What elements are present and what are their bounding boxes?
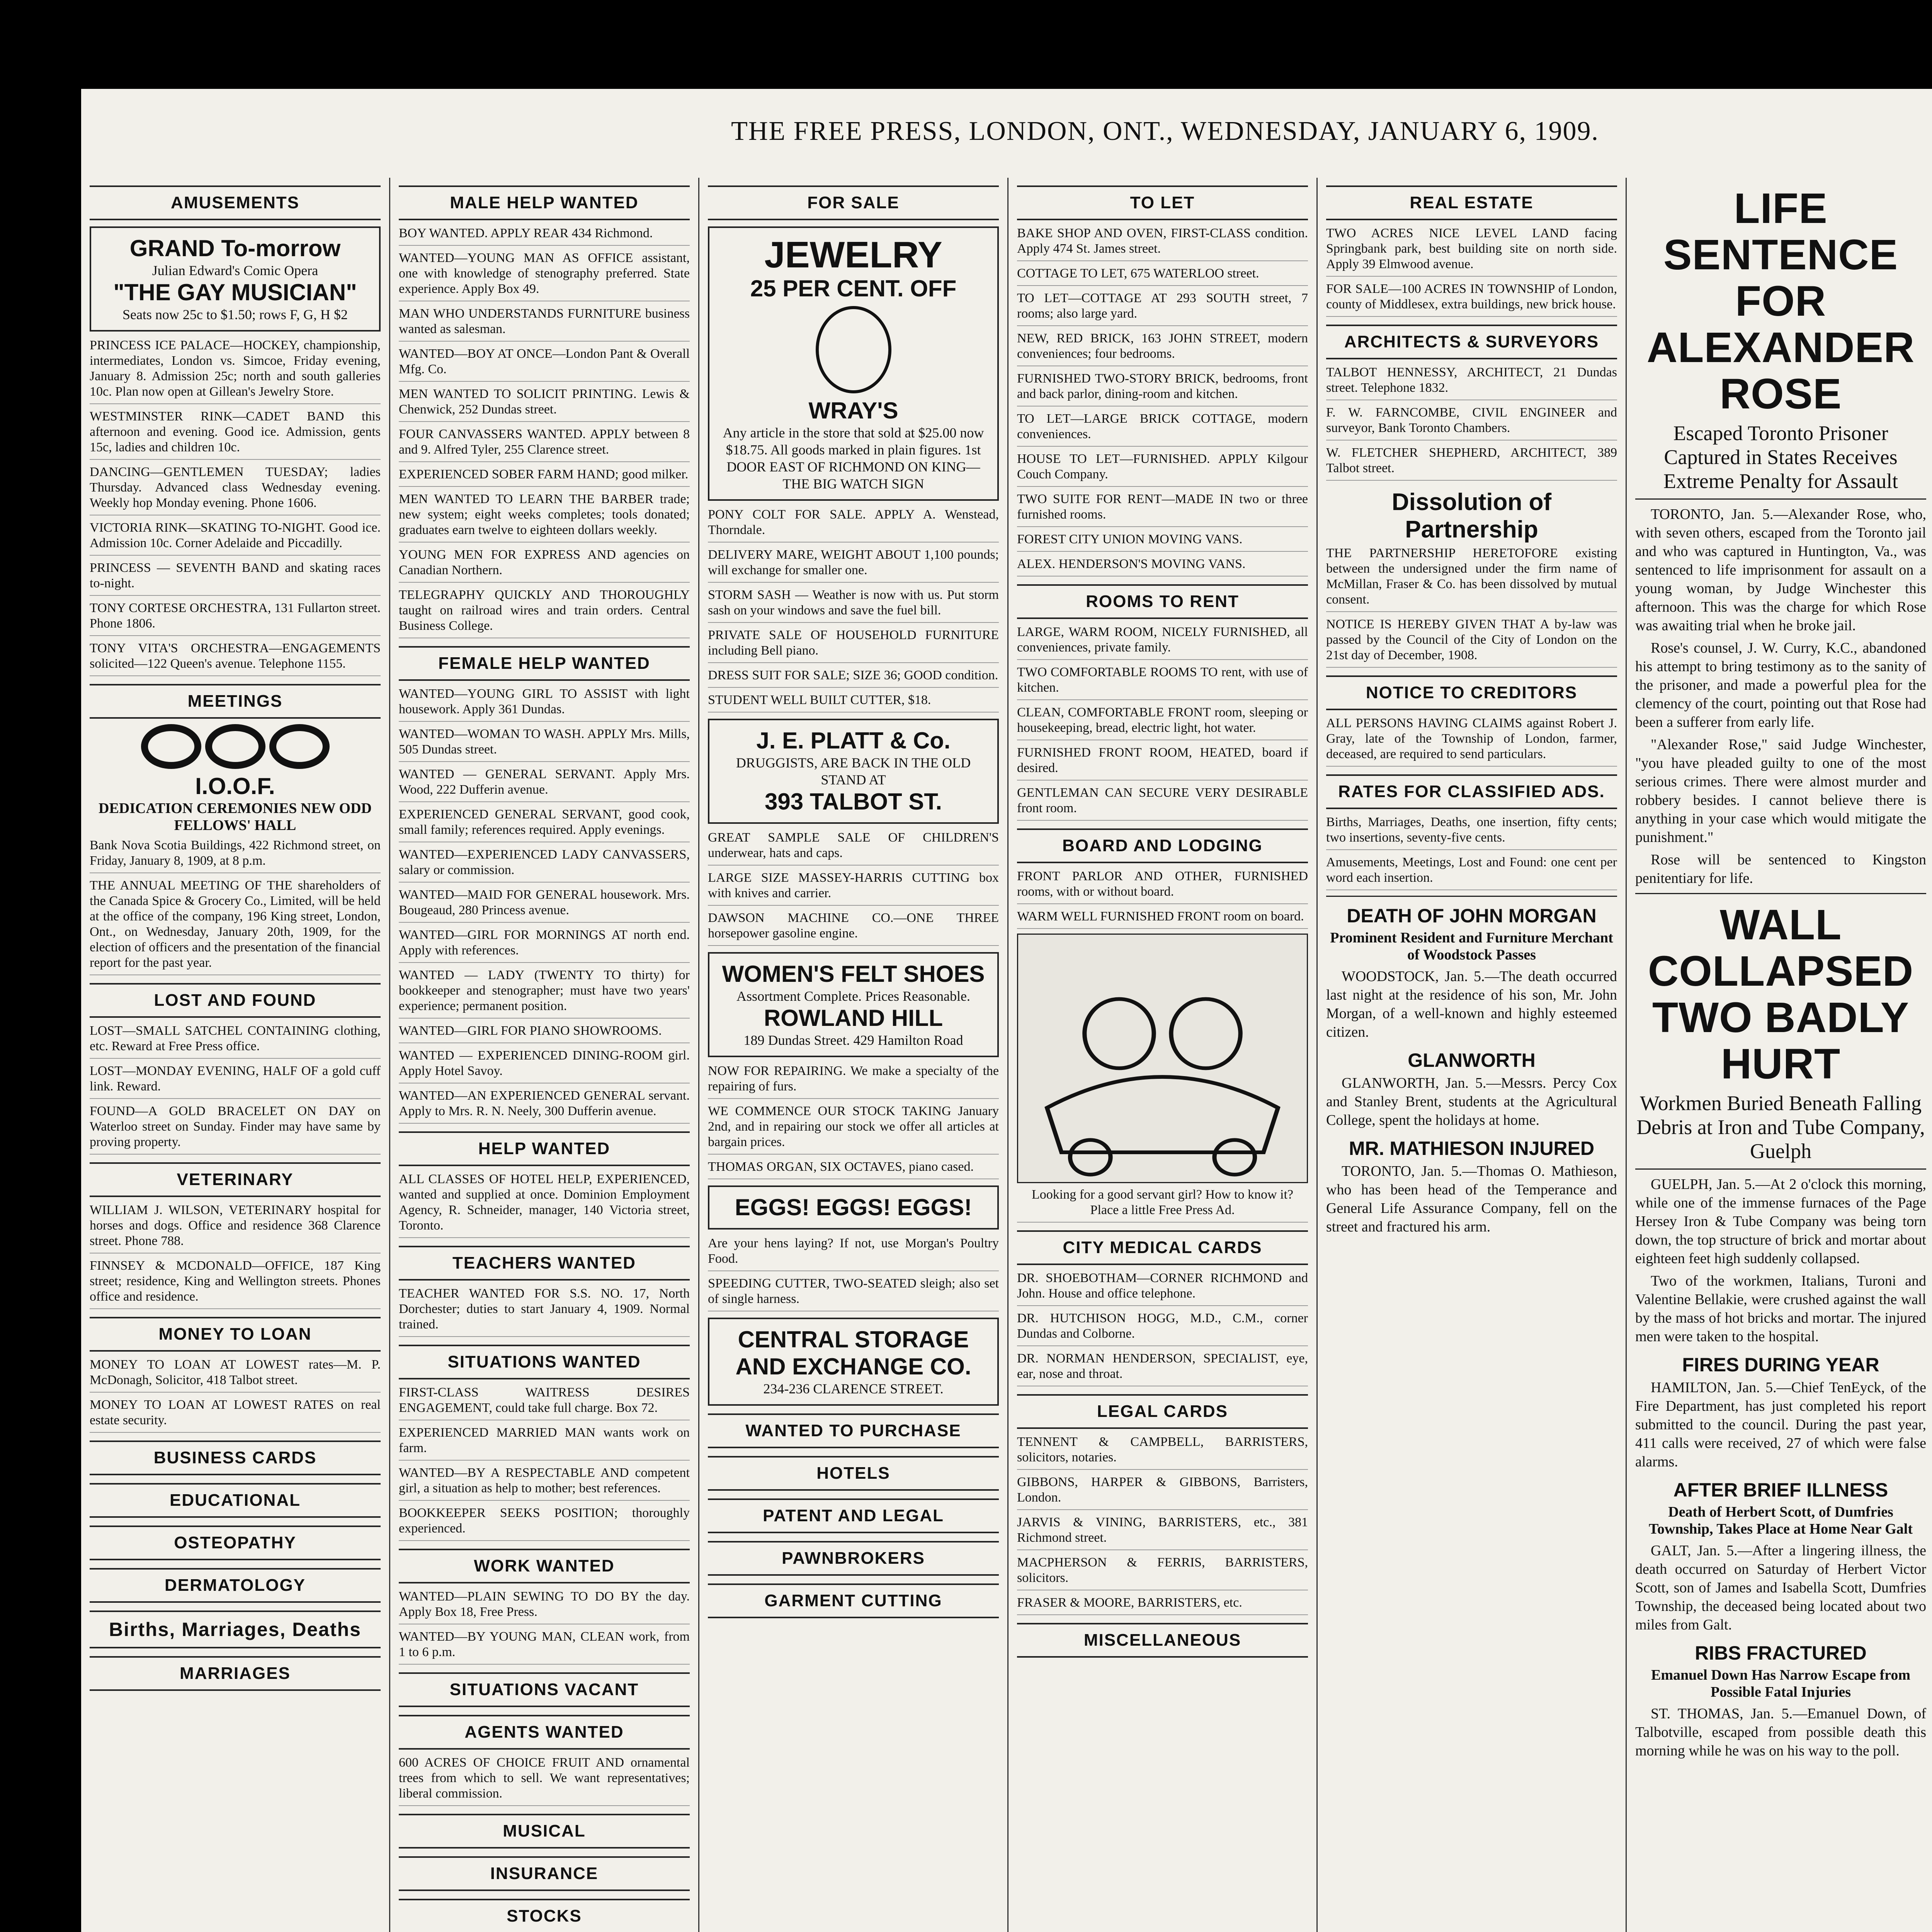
for-sale-list-2 [708, 830, 999, 946]
glanworth-headline: GLANWORTH [1408, 1049, 1536, 1071]
classified-item: FINNSEY & MCDONALD—OFFICE, 187 King street; residence, King and Wellington streets. Phones office and residence. [90, 1258, 381, 1309]
section-for-sale: FOR SALE [708, 185, 999, 220]
classified-item: BOOKKEEPER SEEKS POSITION; thoroughly experienced. [399, 1505, 690, 1541]
section-educational: EDUCATIONAL [90, 1483, 381, 1518]
classified-item: WANTED—GIRL FOR PIANO SHOWROOMS. [399, 1023, 690, 1043]
classified-item: TWO SUITE FOR RENT—MADE IN two or three furnished rooms. [1017, 492, 1308, 527]
board-list [1017, 869, 1308, 929]
classified-item: FOUR CANVASSERS WANTED. APPLY between 8 and 9. Alfred Tyler, 255 Clarence street. [399, 427, 690, 462]
classified-item: BAKE SHOP AND OVEN, FIRST-CLASS condition. Apply 474 St. James street. [1017, 226, 1308, 261]
classified-item: TEACHER WANTED FOR S.S. NO. 17, North Dorchester; duties to start January 4, 1909. Normal trained. [399, 1286, 690, 1337]
classified-item: WANTED—YOUNG GIRL TO ASSIST with light housework. Apply 361 Dundas. [399, 686, 690, 722]
ribs-headline: RIBS FRACTURED [1695, 1642, 1867, 1664]
illness-subhead: Death of Herbert Scott, of Dumfries Township, Takes Place at Home Near Galt [1649, 1504, 1913, 1537]
meetings-list [90, 838, 381, 975]
classified-item: LARGE, WARM ROOM, NICELY FURNISHED, all conveniences, private family. [1017, 624, 1308, 660]
ioof-title: I.O.O.F. [195, 773, 275, 799]
storage-ad [708, 1318, 999, 1406]
section-veterinary: VETERINARY [90, 1162, 381, 1197]
eggs-ad: EGGS! EGGS! EGGS! [708, 1185, 999, 1230]
classified-item: TO LET—COTTAGE AT 293 SOUTH street, 7 rooms; also large yard. [1017, 291, 1308, 326]
section-insurance: INSURANCE [399, 1856, 690, 1891]
morgan-headline: DEATH OF JOHN MORGAN [1347, 905, 1597, 927]
story-paragraph: Rose's counsel, J. W. Curry, K.C., abandoned his attempt to bring testimony as to the sanity of the prisoner, and made a powerful plea for the clemency of the court, pointing out that Rose had been a sufferer from early life. [1635, 640, 1926, 730]
grand-ad-line2: Julian Edward's Comic Opera [152, 263, 318, 278]
classified-item: FRONT PARLOR AND OTHER, FURNISHED rooms, with or without board. [1017, 869, 1308, 904]
classified-item: DELIVERY MARE, WEIGHT ABOUT 1,100 pounds; will exchange for smaller one. [708, 547, 999, 583]
section-money: MONEY TO LOAN [90, 1317, 381, 1352]
for-sale-list-3 [708, 1063, 999, 1179]
wall-headline: WALL COLLAPSED TWO BADLY HURT [1648, 901, 1914, 1088]
classified-item: JARVIS & VINING, BARRISTERS, etc., 381 Richmond street. [1017, 1515, 1308, 1550]
dissolution-heading: Dissolution of Partnership [1391, 489, 1552, 543]
classified-item: BOY WANTED. APPLY REAR 434 Richmond. [399, 226, 690, 246]
wall-story [1635, 1175, 1926, 1346]
female-help-list [399, 686, 690, 1124]
pocket-watch-icon [816, 306, 891, 393]
classified-item: TALBOT HENNESSY, ARCHITECT, 21 Dundas street. Telephone 1832. [1326, 365, 1617, 400]
platt-address: 393 TALBOT ST. [765, 789, 942, 815]
classified-item: Amusements, Meetings, Lost and Found: one cent per word each insertion. [1326, 855, 1617, 890]
classified-item: F. W. FARNCOMBE, CIVIL ENGINEER and surveyor, Bank Toronto Chambers. [1326, 405, 1617, 440]
felt-ad-line4: 189 Dundas Street. 429 Hamilton Road [743, 1032, 963, 1048]
classified-item: DR. NORMAN HENDERSON, SPECIALIST, eye, ear, nose and throat. [1017, 1351, 1308, 1386]
notices-list [1326, 546, 1617, 668]
story-paragraph: GUELPH, Jan. 5.—At 2 o'clock this morning, while one of the immense furnaces of the Page Hersey Iron & Tube Company was being torn down, the top structure of brick and mortar about eighteen feet high suddenly collapsed. [1635, 1176, 1926, 1267]
illustration-caption: Looking for a good servant girl? How to know it? Place a little Free Press Ad. [1017, 1187, 1308, 1223]
masthead [81, 89, 1932, 174]
section-work: WORK WANTED [399, 1549, 690, 1583]
classified-item: WESTMINSTER RINK—CADET BAND this afternoon and evening. Good ice. Admission, gents 15c, ladies and children 10c. [90, 409, 381, 460]
classified-item: MONEY TO LOAN AT LOWEST rates—M. P. McDonagh, Solicitor, 418 Talbot street. [90, 1357, 381, 1393]
section-male-help: MALE HELP WANTED [399, 185, 690, 220]
classified-item: PRIVATE SALE OF HOUSEHOLD FURNITURE including Bell piano. [708, 628, 999, 663]
classified-item: THE PARTNERSHIP HERETOFORE existing between the undersigned under the firm name of McMillan, Fraser & Co. has been dissolved by mutual consent. [1326, 546, 1617, 612]
classified-item: 600 ACRES OF CHOICE FRUIT AND ornamental trees from which to sell. We want representatives; liberal commission. [399, 1755, 690, 1806]
classified-item: TWO ACRES NICE LEVEL LAND facing Springbank park, best building site on north side. Apply 39 Elmwood avenue. [1326, 226, 1617, 277]
section-hotels: HOTELS [708, 1456, 999, 1491]
servant-girl-illustration [1017, 934, 1308, 1183]
wall-deck: Workmen Buried Beneath Falling Debris at Iron and Tube Company, Guelph [1636, 1092, 1925, 1163]
grand-ad-seats: Seats now 25c to $1.50; rows F, G, H $2 [122, 307, 348, 322]
classified-item: ALL CLASSES OF HOTEL HELP, EXPERIENCED, wanted and supplied at once. Dominion Employment Agency, R. Schneider, manager, 140 Victoria street, Toronto. [399, 1172, 690, 1238]
classified-item: MONEY TO LOAN AT LOWEST RATES on real estate security. [90, 1397, 381, 1433]
classified-item: DRESS SUIT FOR SALE; SIZE 36; GOOD condition. [708, 668, 999, 688]
odd-fellows-rings-icon [90, 724, 381, 769]
story-paragraph: TORONTO, Jan. 5.—Alexander Rose, who, with seven others, escaped from the Toronto jail and who was captured in Huntington, Va., was sentenced to life imprisonment for assault on a young woman, by Judge Winchester this afternoon. This was the charge for which Rose was awaiting trial when he broke jail. [1635, 506, 1926, 634]
to-let-list [1017, 226, 1308, 577]
morgan-subhead: Prominent Resident and Furniture Merchant of Woodstock Passes [1330, 930, 1613, 963]
fires-body: HAMILTON, Jan. 5.—Chief TenEyck, of the Fire Department, has just completed his report submitted to the council. During the past year, 411 calls were received, 27 of which were false alarms. [1635, 1379, 1926, 1470]
glanworth-body: GLANWORTH, Jan. 5.—Messrs. Percy Cox and Stanley Brent, students at the Agricultural College, spent the holidays at home. [1326, 1075, 1617, 1128]
classified-item: Are your hens laying? If not, use Morgan's Poultry Food. [708, 1236, 999, 1271]
classified-item: DAWSON MACHINE CO.—ONE THREE horsepower gasoline engine. [708, 910, 999, 946]
amusements-list [90, 338, 381, 676]
section-misc: MISCELLANEOUS [1017, 1623, 1308, 1658]
classified-item: FOREST CITY UNION MOVING VANS. [1017, 532, 1308, 552]
section-creditors: NOTICE TO CREDITORS [1326, 675, 1617, 710]
section-medical: CITY MEDICAL CARDS [1017, 1230, 1308, 1265]
real-estate-list [1326, 226, 1617, 317]
classified-item: NOW FOR REPAIRING. We make a specialty of the repairing of furs. [708, 1063, 999, 1099]
jewelry-ad-brand: WRAY'S [808, 398, 898, 423]
classified-item: LARGE SIZE MASSEY-HARRIS CUTTING box with knives and carrier. [708, 870, 999, 906]
male-help-list [399, 226, 690, 638]
classified-item: GIBBONS, HARPER & GIBBONS, Barristers, London. [1017, 1475, 1308, 1510]
classified-item: WANTED — EXPERIENCED DINING-ROOM girl. Apply Hotel Savoy. [399, 1048, 690, 1083]
classified-item: FURNISHED TWO-STORY BRICK, bedrooms, front and back parlor, dining-room and kitchen. [1017, 371, 1308, 406]
classified-item: FOUND—A GOLD BRACELET ON DAY on Waterloo street on Sunday. Finder may have same by proving property. [90, 1104, 381, 1155]
classified-item: LOST—MONDAY EVENING, HALF OF a gold cuff link. Reward. [90, 1063, 381, 1099]
felt-ad-line3: ROWLAND HILL [764, 1005, 943, 1031]
classified-item: GREAT SAMPLE SALE OF CHILDREN'S underwear, hats and caps. [708, 830, 999, 866]
newspaper-sheet [81, 89, 1932, 1932]
section-marriages: MARRIAGES [90, 1656, 381, 1691]
story-paragraph: Rose will be sentenced to Kingston penitentiary for life. [1635, 852, 1926, 886]
classified-item: WANTED—YOUNG MAN AS OFFICE assistant, one with knowledge of stenography preferred. State experience. Apply Box 49. [399, 250, 690, 301]
rose-headline: LIFE SENTENCE FOR ALEXANDER ROSE [1646, 185, 1915, 418]
platt-sub: DRUGGISTS, ARE BACK IN THE OLD STAND AT [736, 755, 971, 787]
money-list [90, 1357, 381, 1433]
classified-item: WARM WELL FURNISHED FRONT room on board. [1017, 909, 1308, 929]
classified-item: NEW, RED BRICK, 163 JOHN STREET, modern conveniences; four bedrooms. [1017, 331, 1308, 366]
classified-item: CLEAN, COMFORTABLE FRONT room, sleeping or housekeeping, bread, electric light, hot water. [1017, 705, 1308, 740]
classified-item: WANTED — LADY (TWENTY TO thirty) for bookkeeper and stenographer; must have two years' experience; permanent position. [399, 968, 690, 1019]
section-agents: AGENTS WANTED [399, 1715, 690, 1750]
section-osteopathy: OSTEOPATHY [90, 1526, 381, 1560]
mathieson-headline: MR. MATHIESON INJURED [1349, 1138, 1595, 1159]
lost-found-list [90, 1023, 381, 1155]
section-pawnbrokers: PAWNBROKERS [708, 1541, 999, 1576]
car-cartoon-icon [1018, 935, 1307, 1182]
classified-item: TONY VITA'S ORCHESTRA—ENGAGEMENTS solicited—122 Queen's avenue. Telephone 1155. [90, 641, 381, 676]
rooms-list [1017, 624, 1308, 821]
masthead-line: THE FREE PRESS, LONDON, ONT., WEDNESDAY, JANUARY 6, 1909. [731, 116, 1599, 146]
classified-item: EXPERIENCED GENERAL SERVANT, good cook, small family; references required. Apply evenings. [399, 807, 690, 842]
rose-story [1635, 505, 1926, 888]
legal-list [1017, 1434, 1308, 1615]
classified-item: PONY COLT FOR SALE. APPLY A. Wenstead, Thorndale. [708, 507, 999, 543]
classified-item: WANTED—BY A RESPECTABLE AND competent girl, a situation as help to mother; best references. [399, 1465, 690, 1501]
column-5 [1318, 178, 1627, 1932]
classified-item: LOST—SMALL SATCHEL CONTAINING clothing, etc. Reward at Free Press office. [90, 1023, 381, 1059]
section-patent: PATENT AND LEGAL [708, 1498, 999, 1533]
ribs-subhead: Emanuel Down Has Narrow Escape from Possible Fatal Injuries [1651, 1667, 1910, 1700]
classified-item: WANTED—MAID FOR GENERAL housework. Mrs. Bougeaud, 280 Princess avenue. [399, 887, 690, 923]
classified-item: TONY CORTESE ORCHESTRA, 131 Fullarton street. Phone 1806. [90, 600, 381, 636]
grand-theatre-ad [90, 226, 381, 332]
classified-item: TWO COMFORTABLE ROOMS TO rent, with use of kitchen. [1017, 665, 1308, 700]
story-paragraph: Two of the workmen, Italians, Turoni and Valentine Bellakie, were crushed against the wall by the mass of hot bricks and mortar. The injured men were taken to the hospital. [1635, 1273, 1926, 1345]
classified-item: Births, Marriages, Deaths, one insertion, fifty cents; two insertions, seventy-five cents. [1326, 815, 1617, 850]
wrays-jewelry-ad [708, 226, 999, 501]
rates-list [1326, 815, 1617, 890]
ribs-body: ST. THOMAS, Jan. 5.—Emanuel Down, of Talbotville, escaped from possible death this morning while he was on his way to the poll. [1635, 1706, 1926, 1759]
rose-deck: Escaped Toronto Prisoner Captured in States Receives Extreme Penalty for Assault [1663, 422, 1898, 493]
section-lost-found: LOST AND FOUND [90, 983, 381, 1018]
classified-item: TO LET—LARGE BRICK COTTAGE, modern conveniences. [1017, 411, 1308, 447]
classified-item: DANCING—GENTLEMEN TUESDAY; ladies Thursday. Advanced class Wednesday evening. Weekly hop Monday evening. Phone 1606. [90, 464, 381, 515]
section-architects: ARCHITECTS & SURVEYORS [1326, 325, 1617, 359]
section-situations: SITUATIONS WANTED [399, 1345, 690, 1379]
classified-item: VICTORIA RINK—SKATING TO-NIGHT. Good ice. Admission 10c. Corner Adelaide and Piccadilly. [90, 520, 381, 556]
classified-item: WANTED—BOY AT ONCE—London Pant & Overall Mfg. Co. [399, 346, 690, 382]
jewelry-ad-sub: Any article in the store that sold at $25.00 now $18.75. All goods marked in plain figures. 1st DOOR EAST OF RICHMOND ON KING—THE BIG WATCH SIGN [723, 425, 984, 492]
section-musical: MUSICAL [399, 1814, 690, 1849]
section-female-help: FEMALE HELP WANTED [399, 646, 690, 681]
situations-list [399, 1385, 690, 1541]
classified-item: WANTED—BY YOUNG MAN, CLEAN work, from 1 to 6 p.m. [399, 1629, 690, 1665]
classified-item: DR. SHOEBOTHAM—CORNER RICHMOND and John. House and office telephone. [1017, 1270, 1308, 1306]
for-sale-list [708, 507, 999, 713]
section-legal: LEGAL CARDS [1017, 1394, 1308, 1429]
classified-item: W. FLETCHER SHEPHERD, ARCHITECT, 389 Talbot street. [1326, 445, 1617, 481]
column-3 [699, 178, 1009, 1932]
section-real-estate: REAL ESTATE [1326, 185, 1617, 220]
for-sale-list-4 [708, 1236, 999, 1311]
medical-list [1017, 1270, 1308, 1386]
classified-item: WANTED—GIRL FOR MORNINGS AT north end. Apply with references. [399, 927, 690, 963]
classified-item: HOUSE TO LET—FURNISHED. APPLY Kilgour Couch Company. [1017, 451, 1308, 487]
section-rates: RATES FOR CLASSIFIED ADS. [1326, 774, 1617, 809]
classified-item: MEN WANTED TO SOLICIT PRINTING. Lewis & Chenwick, 252 Dundas street. [399, 386, 690, 422]
section-teachers: TEACHERS WANTED [399, 1246, 690, 1281]
classified-item: FOR SALE—100 ACRES IN TOWNSHIP of London, county of Middlesex, extra buildings, new brick house. [1326, 281, 1617, 317]
classified-item: SPEEDING CUTTER, TWO-SEATED sleigh; also set of single harness. [708, 1276, 999, 1311]
mathieson-body: TORONTO, Jan. 5.—Thomas O. Mathieson, who has been head of the Temperance and General Life Assurance Company, fell on the street and fractured his arm. [1326, 1163, 1617, 1235]
section-wanted-purchase: WANTED TO PURCHASE [708, 1413, 999, 1448]
classified-item: ALL PERSONS HAVING CLAIMS against Robert J. Gray, late of the Township of London, farmer, deceased, are required to send particulars. [1326, 716, 1617, 767]
fires-headline: FIRES DURING YEAR [1682, 1354, 1879, 1376]
morgan-body: WOODSTOCK, Jan. 5.—The death occurred last night at the residence of his son, Mr. John Morgan, of a well-known and highly esteemed citizen. [1326, 968, 1617, 1040]
illness-body: GALT, Jan. 5.—After a lingering illness, the death occurred on Saturday of Herbert Victor Scott, son of James and Isabella Scott, Dumfries Township, the deceased being located about two miles from Galt. [1635, 1543, 1926, 1633]
section-meetings: MEETINGS [90, 684, 381, 719]
section-vacant: SITUATIONS VACANT [399, 1672, 690, 1707]
classified-item: YOUNG MEN FOR EXPRESS AND agencies on Canadian Northern. [399, 547, 690, 583]
classified-item: FRASER & MOORE, BARRISTERS, etc. [1017, 1595, 1308, 1615]
section-to-let: TO LET [1017, 185, 1308, 220]
help-list [399, 1172, 690, 1238]
classified-item: GENTLEMAN CAN SECURE VERY DESIRABLE front room. [1017, 785, 1308, 821]
classified-item: EXPERIENCED SOBER FARM HAND; good milker. [399, 467, 690, 487]
felt-shoes-ad [708, 952, 999, 1057]
section-board: BOARD AND LODGING [1017, 828, 1308, 863]
classified-item: FIRST-CLASS WAITRESS DESIRES ENGAGEMENT, could take full charge. Box 72. [399, 1385, 690, 1420]
work-list [399, 1589, 690, 1665]
section-births: Births, Marriages, Deaths [90, 1611, 381, 1648]
classified-item: THOMAS ORGAN, SIX OCTAVES, piano cased. [708, 1159, 999, 1179]
ioof-subtitle: DEDICATION CEREMONIES NEW ODD FELLOWS' HALL [99, 800, 372, 833]
column-2 [390, 178, 699, 1932]
grand-ad-line1: GRAND To-morrow [129, 235, 341, 261]
felt-ad-line2: Assortment Complete. Prices Reasonable. [736, 988, 970, 1004]
classified-item: WILLIAM J. WILSON, VETERINARY hospital for horses and dogs. Office and residence 368 Clarence street. Phone 788. [90, 1202, 381, 1253]
classified-item: WANTED—AN EXPERIENCED GENERAL servant. Apply to Mrs. R. N. Neely, 300 Dufferin avenue. [399, 1088, 690, 1124]
classified-item: EXPERIENCED MARRIED MAN wants work on farm. [399, 1425, 690, 1461]
classified-item: MACPHERSON & FERRIS, BARRISTERS, solicitors. [1017, 1555, 1308, 1590]
veterinary-list [90, 1202, 381, 1309]
classified-item: DR. HUTCHISON HOGG, M.D., C.M., corner Dundas and Colborne. [1017, 1311, 1308, 1346]
classified-item: TENNENT & CAMPBELL, BARRISTERS, solicitors, notaries. [1017, 1434, 1308, 1470]
platt-name: J. E. PLATT & Co. [756, 728, 951, 753]
classified-item: WE COMMENCE OUR STOCK TAKING January 2nd, and in repairing our stock we offer all articles at bargain prices. [708, 1104, 999, 1155]
classified-item: STUDENT WELL BUILT CUTTER, $18. [708, 692, 999, 713]
teachers-list [399, 1286, 690, 1337]
column-6 [1627, 178, 1932, 1932]
section-dermatology: DERMATOLOGY [90, 1568, 381, 1603]
column-4 [1009, 178, 1318, 1932]
column-1 [81, 178, 390, 1932]
classified-item: ALEX. HENDERSON'S MOVING VANS. [1017, 556, 1308, 577]
classified-item: WANTED—WOMAN TO WASH. APPLY Mrs. Mills, 505 Dundas street. [399, 726, 690, 762]
section-garment: GARMENT CUTTING [708, 1583, 999, 1618]
platt-druggists-ad [708, 719, 999, 824]
section-help: HELP WANTED [399, 1131, 690, 1166]
classified-item: WANTED—EXPERIENCED LADY CANVASSERS, salary or commission. [399, 847, 690, 883]
felt-ad-line1: WOMEN'S FELT SHOES [722, 961, 985, 987]
classified-item: PRINCESS ICE PALACE—HOCKEY, championship, intermediates, London vs. Simcoe, Friday evening, January 8. Admission 25c; north and south galleries 10c. Plan now open at Gillean's Jewelry Store. [90, 338, 381, 404]
storage-ad-line2: 234-236 CLARENCE STREET. [763, 1381, 944, 1396]
classified-item: WANTED—PLAIN SEWING TO DO BY the day. Apply Box 18, Free Press. [399, 1589, 690, 1624]
architects-list [1326, 365, 1617, 481]
classified-item: PRINCESS — SEVENTH BAND and skating races to-night. [90, 560, 381, 596]
classified-item: NOTICE IS HEREBY GIVEN THAT A by-law was passed by the Council of the City of London on the 21st day of December, 1908. [1326, 617, 1617, 668]
jewelry-ad-line1: JEWELRY [764, 234, 942, 276]
section-rooms: ROOMS TO RENT [1017, 584, 1308, 619]
grand-ad-title: "THE GAY MUSICIAN" [113, 279, 357, 305]
classified-item: STORM SASH — Weather is now with us. Put storm sash on your windows and save the fuel bill. [708, 587, 999, 623]
section-business: BUSINESS CARDS [90, 1440, 381, 1475]
classified-item: THE ANNUAL MEETING OF THE shareholders of the Canada Spice & Grocery Co., Limited, will be held at the office of the company, 196 King street, London, Ont., on Wednesday, January 20th, 1909, for the election of officers and the presentation of the financial report for the past year. [90, 878, 381, 975]
illness-headline: AFTER BRIEF ILLNESS [1673, 1479, 1888, 1501]
classified-item: FURNISHED FRONT ROOM, HEATED, board if desired. [1017, 745, 1308, 781]
classified-item: COTTAGE TO LET, 675 WATERLOO street. [1017, 266, 1308, 286]
classified-item: Bank Nova Scotia Buildings, 422 Richmond street, on Friday, January 8, 1909, at 8 p.m. [90, 838, 381, 873]
section-amusements: AMUSEMENTS [90, 185, 381, 220]
classified-item: MEN WANTED TO LEARN THE BARBER trade; new system; eight weeks completes; tools donated; graduates earn twelve to eighteen dollars weekly. [399, 492, 690, 543]
story-paragraph: "Alexander Rose," said Judge Winchester, "you have pleaded guilty to one of the most serious crimes. There were almost murder and robbery besides. I cannot believe there is anything in your case which would mitigate the punishment." [1635, 736, 1926, 845]
storage-ad-line1: CENTRAL STORAGE AND EXCHANGE CO. [735, 1327, 971, 1379]
creditors-list [1326, 716, 1617, 767]
classified-item: TELEGRAPHY QUICKLY AND THOROUGHLY taught on railroad wires and train orders. Central Business College. [399, 587, 690, 638]
jewelry-ad-line2: 25 PER CENT. OFF [750, 276, 957, 301]
classified-item: WANTED — GENERAL SERVANT. Apply Mrs. Wood, 222 Dufferin avenue. [399, 767, 690, 802]
section-stocks: STOCKS [399, 1899, 690, 1932]
agents-list [399, 1755, 690, 1806]
classified-item: MAN WHO UNDERSTANDS FURNITURE business wanted as salesman. [399, 306, 690, 342]
